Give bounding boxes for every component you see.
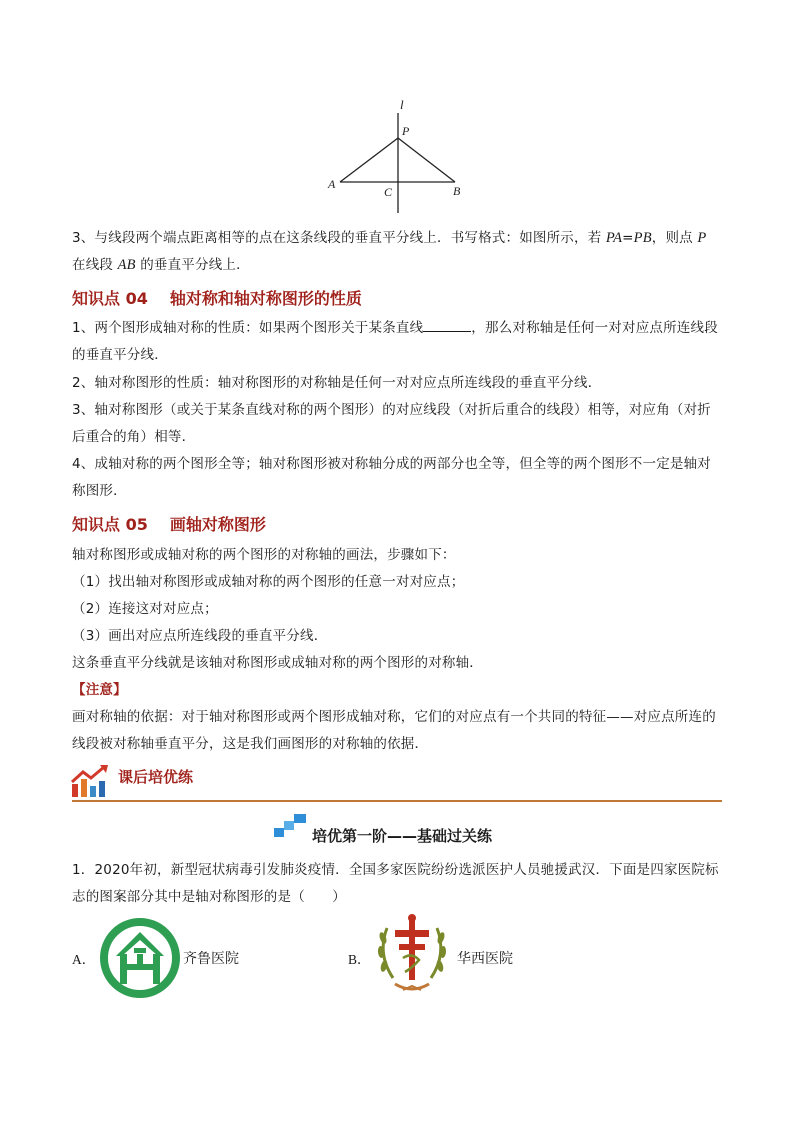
kp04-item-4: 4、成轴对称的两个图形全等；轴对称图形被对称轴分成的两部分也全等，但全等的两个图形不一定是轴对称图形． bbox=[72, 456, 711, 499]
huaxi-hospital-logo[interactable] bbox=[373, 910, 451, 998]
item-3-paragraph bbox=[72, 225, 724, 279]
kp05-heading bbox=[72, 512, 266, 535]
item3-p: P bbox=[697, 230, 707, 246]
kp05-intro: 轴对称图形或成轴对称的两个图形的对称轴的画法，步骤如下： bbox=[72, 547, 456, 563]
segment-pb bbox=[398, 138, 455, 182]
label-c: C bbox=[384, 185, 393, 199]
segment-pa bbox=[340, 138, 398, 182]
kp05-step-2: （2）连接这对对应点； bbox=[72, 601, 218, 617]
kp05-note-label: 【注意】 bbox=[72, 682, 127, 698]
kp05-note-text: 画对称轴的依据：对于轴对称图形或两个图形成轴对称，它们的对应点有一个共同的特征——对应点所连的线段被对称轴垂直平分，这是我们画图形的对称轴的依据． bbox=[72, 709, 716, 752]
kp04-item-3: 3、轴对称图形（或关于某条直线对称的两个图形）的对应线段（对折后重合的线段）相等，对应角（对折后重合的角）相等． bbox=[72, 402, 711, 445]
level-heading: 培优第一阶——基础过关练 bbox=[312, 827, 493, 845]
stairs-icon bbox=[274, 814, 308, 838]
kp04-item-2: 2、轴对称图形的性质：轴对称图形的对称轴是任何一对对应点所连线段的垂直平分线． bbox=[72, 375, 602, 391]
kp05-number: 知识点 05 bbox=[72, 515, 148, 534]
kp04-number: 知识点 04 bbox=[72, 289, 148, 308]
option-a-hospital-name: 齐鲁医院 bbox=[183, 951, 239, 967]
item3-text-4: 的垂直平分线上． bbox=[135, 257, 250, 273]
kp05-step-3: （3）画出对应点所连线段的垂直平分线． bbox=[72, 628, 328, 644]
item3-pa: PA bbox=[605, 230, 623, 246]
kp05-title: 画轴对称图形 bbox=[169, 515, 266, 534]
trend-chart-icon bbox=[70, 764, 110, 798]
label-p: P bbox=[402, 124, 410, 138]
kp05-conclusion: 这条垂直平分线就是该轴对称图形或成轴对称的两个图形的对称轴． bbox=[72, 655, 483, 671]
label-b: B bbox=[453, 184, 461, 198]
item3-eq: = bbox=[622, 230, 634, 246]
kp04-title: 轴对称和轴对称图形的性质 bbox=[169, 289, 362, 308]
kp04-item1-text-b: ，那么对称轴是任何一对对应点所连线段的垂直平分线． bbox=[72, 320, 718, 363]
section-divider bbox=[72, 800, 722, 802]
item3-text-2: ，则点 bbox=[651, 230, 698, 246]
option-b-hospital-name: 华西医院 bbox=[457, 951, 513, 967]
item3-ab: AB bbox=[117, 257, 136, 273]
question-1-text: 1．2020年初，新型冠状病毒引发肺炎疫情．全国多家医院纷纷选派医护人员驰援武汉．下面是四家医院标志的图案部分其中是轴对称图形的是（ ） bbox=[72, 862, 719, 905]
kp04-item-1 bbox=[72, 315, 724, 369]
section-title: 课后培优练 bbox=[118, 768, 194, 786]
kp05-step-1: （1）找出轴对称图形或成轴对称的两个图形的任意一对对应点； bbox=[72, 574, 465, 590]
option-a-label[interactable]: A． bbox=[72, 952, 96, 967]
qilu-hospital-logo[interactable] bbox=[98, 916, 182, 1000]
label-l: l bbox=[400, 97, 404, 112]
fill-in-blank[interactable] bbox=[423, 317, 471, 332]
item3-text-3: 在线段 bbox=[72, 257, 118, 273]
label-a: A bbox=[328, 177, 336, 191]
kp04-heading bbox=[72, 286, 362, 309]
item3-text-1: 3、与线段两个端点距离相等的点在这条线段的垂直平分线上．书写格式：如图所示，若 bbox=[72, 230, 606, 246]
kp04-item1-text-a: 1、两个图形成轴对称的性质：如果两个图形关于某条直线 bbox=[72, 320, 424, 336]
item3-pb: PB bbox=[633, 230, 652, 246]
perpendicular-bisector-figure bbox=[320, 95, 480, 220]
option-b-label[interactable]: B． bbox=[348, 952, 371, 967]
